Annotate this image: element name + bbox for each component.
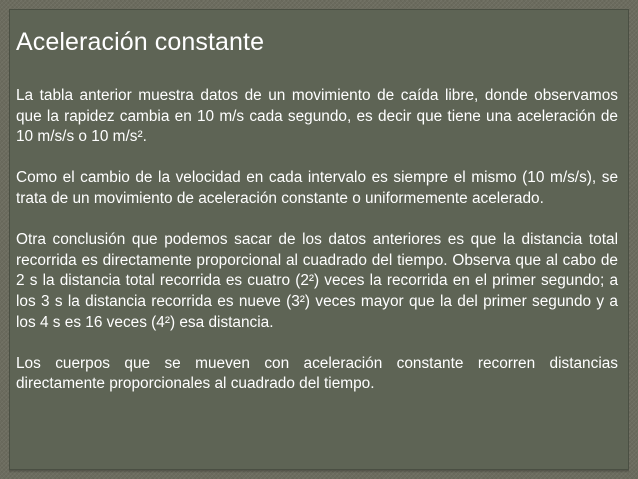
slide-title: Aceleración constante [16, 28, 265, 56]
paragraph-4: Los cuerpos que se mueven con aceleración constante recorren distancias directamente proporcionales al cuadrado del tiempo. [16, 354, 618, 393]
frame-shadow [9, 470, 629, 473]
paragraph-1: La tabla anterior muestra datos de un movimiento de caída libre, donde observamos que la rapidez cambia en 10 m/s cada segundo, es decir que tiene una aceleración de 10 m/s/s o 10 m/s². [16, 87, 618, 146]
paragraph-3: Otra conclusión que podemos sacar de los datos anteriores es que la distancia total recorrida es directamente proporcional al cuadrado del tiempo. Observa que al cabo de 2 s la distancia total recorrida es cuatro (2²) veces la recorrida en el primer segundo; a los 3 s la distancia recorrida es nueve (3²) veces mayor que la del primer segundo y a los 4 s es 16 veces (4²) esa distancia. [16, 231, 618, 331]
paragraph-2: Como el cambio de la velocidad en cada intervalo es siempre el mismo (10 m/s/s), se trata de un movimiento de aceleración constante o uniformemente acelerado. [16, 169, 618, 207]
slide-body [16, 86, 618, 416]
